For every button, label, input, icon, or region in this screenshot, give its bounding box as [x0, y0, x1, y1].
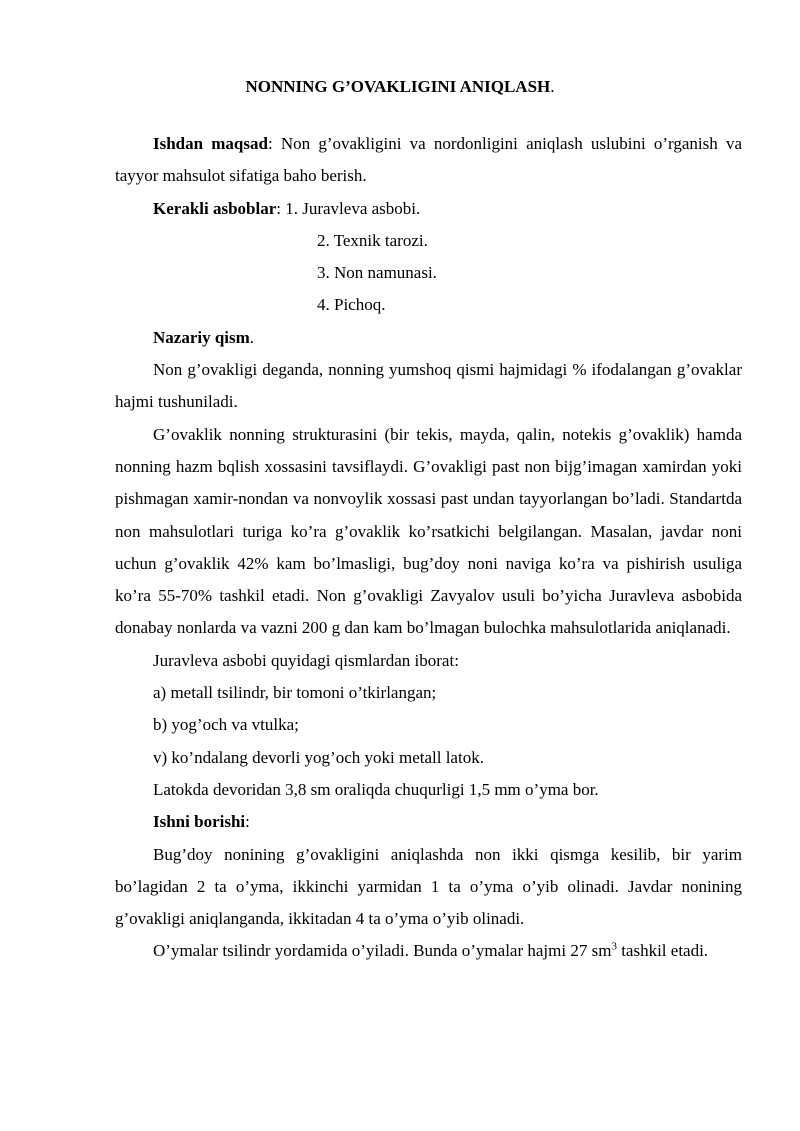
paragraph-sample-volume: [115, 935, 742, 967]
title-text: NONNING G’OVAKLIGINI ANIQLASH: [245, 77, 551, 96]
tools-label: Kerakli asboblar: [153, 198, 277, 218]
paragraph-sampling: Bug’doy nonining g’ovakligini aniqlashda non ikki qismga kesilib, bir yarim bo’lagidan 2 ta o’yma, ikkinchi yarmidan 1 ta o’yma o’yib olinadi. Javdar nonining g’ovakligi aniqlanganda, ikkitadan 4 ta o’yma o’yib olinadi.: [115, 844, 742, 929]
paragraph-porosity-structure: G’ovaklik nonning strukturasini (bir tekis, mayda, qalin, notekis g’ovaklik) hamda nonning hazm bqlish xossasini tavsiflaydi. G’ovakligi past non bijg’imagan xamirdan yoki pishmagan xamir-nondan va nonvoylik xossasi past undan tayyorlangan bo’ladi. Standartda non mahsulotlari turiga ko’ra g’ovaklik ko’rsatkichi belgilangan. Masalan, javdar noni uchun g’ovaklik 42% kam bo’lmasligi, bug’doy noni naviga ko’ra va pishirish usuliga ko’ra 55-70% tashkil etadi. Non g’ovakligi Zavyalov usuli bo’yicha Juravleva asbobida donabay nonlarda va vazni 200 g dan kam bo’lmagan bulochka mahsulotlarida aniqlanadi.: [115, 424, 742, 638]
theory-label: Nazariy qism: [153, 327, 250, 347]
paragraph-device-parts: Juravleva asbobi quyidagi qismlardan iborat:: [153, 650, 459, 670]
page-title: [0, 76, 800, 98]
purpose-text: : Non g’ovakligini va nordonligini aniqlash uslubini o’rganish va tayyor mahsulot sifatiga baho berish.: [115, 134, 742, 186]
theory-heading: [115, 322, 742, 354]
cubic-superscript: 3: [611, 940, 617, 953]
procedure-heading: [115, 806, 742, 838]
procedure-label: Ishni borishi: [153, 812, 246, 832]
paragraph-tray-groove: Latokda devoridan 3,8 sm oraliqda chuqurligi 1,5 mm o’yma bor.: [153, 779, 599, 799]
paragraph-porosity-definition: Non g’ovakligi deganda, nonning yumshoq qismi hajmidagi % ifodalangan g’ovaklar hajmi tushuniladi.: [115, 360, 742, 412]
sample-volume-text: O’ymalar tsilindr yordamida o’yiladi. Bunda o’ymalar hajmi 27 sm: [153, 941, 612, 961]
tools-list-item: 3. Non namunasi.: [317, 263, 437, 283]
purpose-label: Ishdan maqsad: [153, 134, 268, 153]
tools-first-item: : 1. Juravleva asbobi.: [276, 198, 421, 218]
procedure-colon: :: [245, 812, 250, 832]
device-part-v: v) ko’ndalang devorli yog’och yoki metall latok.: [153, 747, 484, 767]
sample-volume-end: tashkil etadi.: [616, 941, 709, 961]
tools-list-item: 2. Texnik tarozi.: [317, 230, 428, 250]
tools-list-item: 4. Pichoq.: [317, 295, 386, 315]
purpose-paragraph: [115, 128, 742, 193]
theory-period: .: [249, 327, 255, 347]
document-body: [115, 128, 742, 968]
device-part-a: a) metall tsilindr, bir tomoni o’tkirlangan;: [153, 683, 437, 703]
tools-paragraph: [115, 193, 742, 225]
title-period: .: [550, 77, 555, 96]
device-part-b: b) yog’och va vtulka;: [153, 715, 299, 735]
